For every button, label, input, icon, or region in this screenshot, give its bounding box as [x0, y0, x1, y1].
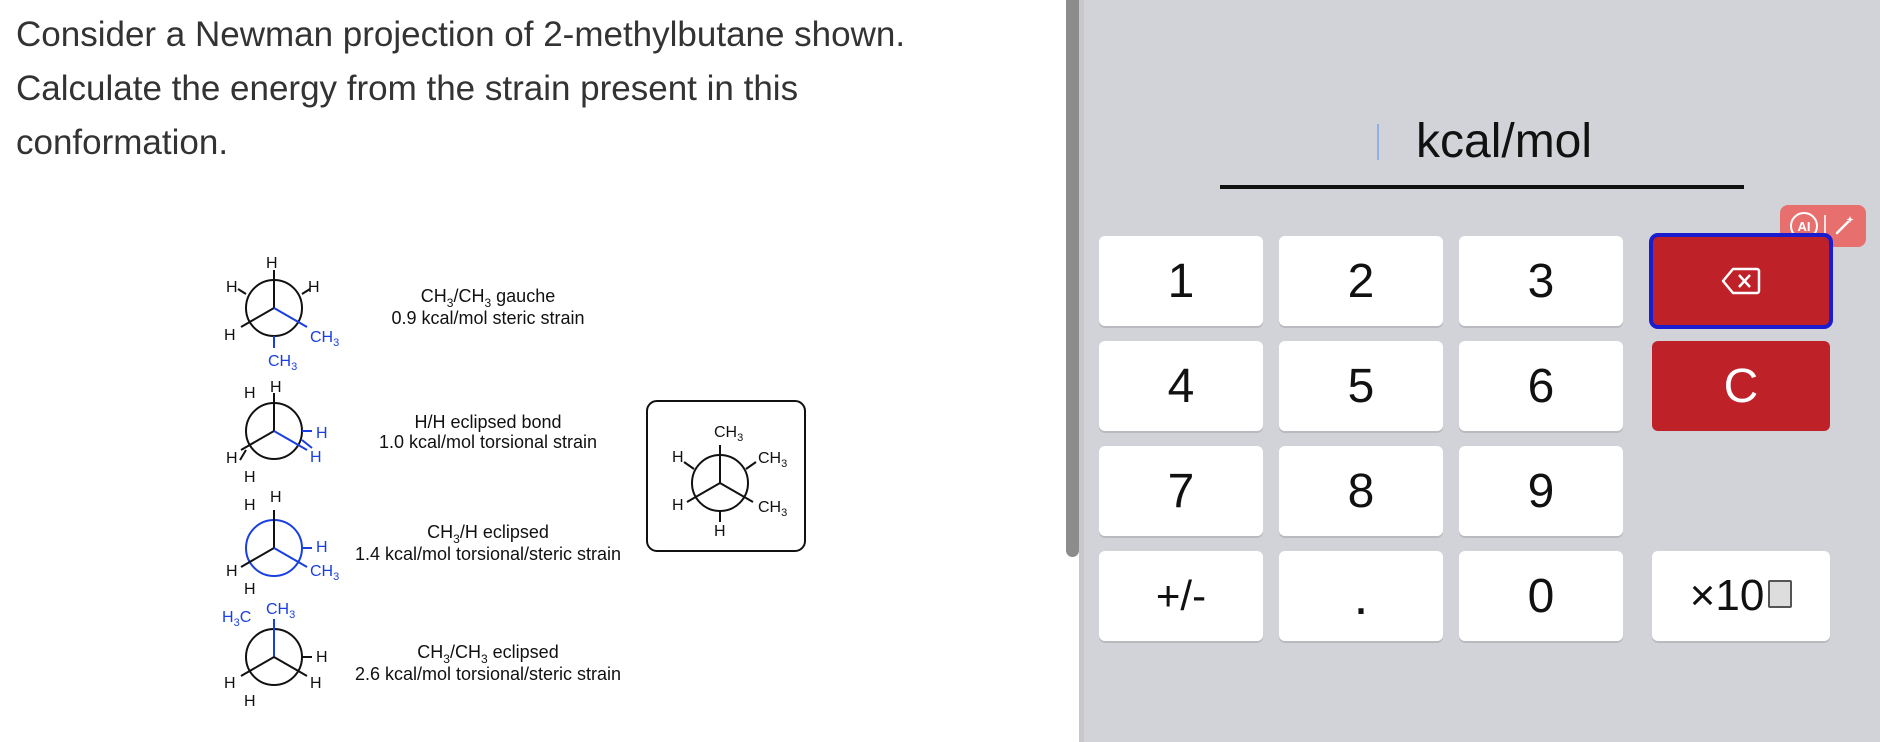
strain-value: 0.9 kcal/mol steric strain	[391, 308, 585, 328]
key-0[interactable]: 0	[1459, 551, 1623, 641]
strain-name: $CH_3/CH_3$ eclipsed	[417, 642, 559, 666]
question-line: conformation.	[16, 123, 229, 162]
key-2[interactable]: 2	[1279, 236, 1443, 326]
key-1[interactable]: 1	[1099, 236, 1263, 326]
ai-icon: AI	[1790, 212, 1818, 240]
svg-text:CH3: $CH_3$	[758, 499, 788, 519]
svg-text:H: H	[244, 581, 256, 598]
strain-name: $CH_3/CH_3$ gauche	[420, 286, 556, 310]
svg-text:H: H	[226, 563, 238, 580]
svg-text:H: H	[226, 450, 238, 467]
question-line: Consider a Newman projection of 2-methylbutane shown.	[16, 15, 906, 54]
svg-text:CH3: $CH_3$	[310, 329, 340, 349]
key-7[interactable]: 7	[1099, 446, 1263, 536]
question-line: Calculate the energy from the strain present in this	[16, 69, 799, 108]
svg-text:H: H	[316, 425, 328, 442]
strain-value: 1.0 kcal/mol torsional strain	[378, 432, 598, 452]
key-6[interactable]: 6	[1459, 341, 1623, 431]
svg-text:CH3: $CH_3$	[758, 450, 788, 470]
svg-text:H: H	[244, 469, 256, 486]
svg-text:CH3: $CH_3$	[310, 563, 340, 583]
exponent-button[interactable]	[1652, 551, 1830, 641]
svg-text:H3C: $H_3C$	[222, 609, 252, 629]
decimal-point-button[interactable]: .	[1279, 551, 1443, 641]
svg-text:H: H	[244, 385, 256, 402]
key-3[interactable]: 3	[1459, 236, 1623, 326]
key-4[interactable]: 4	[1099, 341, 1263, 431]
svg-text:H: H	[714, 523, 726, 540]
svg-text:H: H	[244, 497, 256, 514]
svg-text:H: H	[226, 279, 238, 296]
key-9[interactable]: 9	[1459, 446, 1623, 536]
svg-text:H: H	[672, 449, 684, 466]
svg-text:H: H	[244, 693, 256, 710]
strain-name: $CH_3/H$ eclipsed	[427, 522, 549, 546]
backspace-icon	[1721, 266, 1761, 296]
svg-text:H: H	[310, 675, 322, 692]
svg-text:CH3: $CH_3$	[266, 601, 296, 621]
svg-text:H: H	[266, 255, 278, 272]
strain-name: H/H eclipsed bond	[414, 412, 562, 432]
backspace-button[interactable]	[1652, 236, 1830, 326]
svg-text:H: H	[672, 497, 684, 514]
svg-text:H: H	[316, 539, 328, 556]
answer-input[interactable]	[1220, 185, 1744, 189]
divider	[1824, 215, 1826, 237]
svg-text:H: H	[308, 279, 320, 296]
exponent-label: ×10	[1689, 571, 1765, 620]
svg-text:H: H	[224, 327, 236, 344]
svg-text:H: H	[316, 649, 328, 666]
strain-value: 2.6 kcal/mol torsional/steric strain	[354, 664, 622, 684]
answer-unit: kcal/mol	[1416, 115, 1593, 168]
key-5[interactable]: 5	[1279, 341, 1443, 431]
svg-text:H: H	[270, 489, 282, 506]
magic-wand-icon	[1832, 214, 1856, 238]
svg-text:H: H	[224, 675, 236, 692]
text-cursor	[1377, 124, 1379, 160]
svg-text:CH3: $CH_3$	[714, 424, 744, 444]
svg-text:H: H	[310, 449, 322, 466]
scrollbar-thumb[interactable]	[1066, 0, 1079, 557]
svg-text:CH3: $CH_3$	[268, 353, 298, 373]
exponent-box-icon	[1768, 580, 1792, 608]
strain-value: 1.4 kcal/mol torsional/steric strain	[354, 544, 622, 564]
key-8[interactable]: 8	[1279, 446, 1443, 536]
svg-text:H: H	[270, 379, 282, 396]
sign-toggle-button[interactable]: +/-	[1099, 551, 1263, 641]
clear-button[interactable]: C	[1652, 341, 1830, 431]
